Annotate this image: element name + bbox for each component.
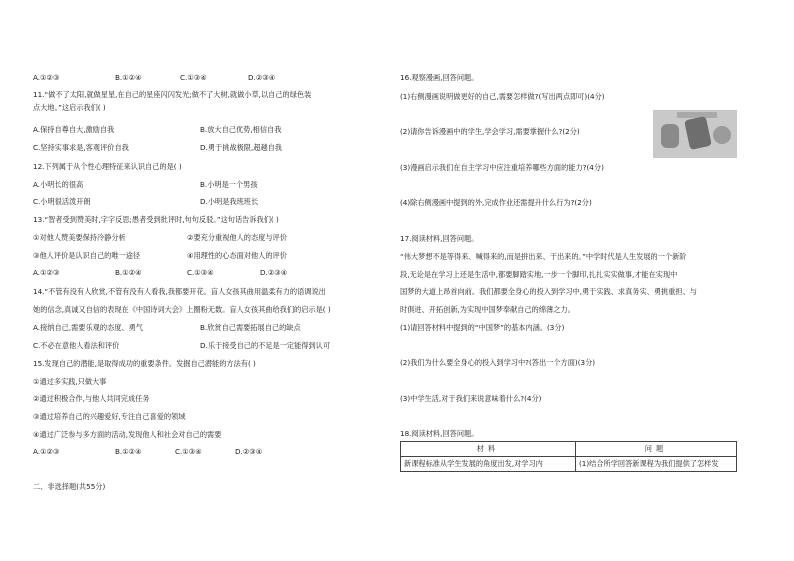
q13-option-b[interactable]: B.①②④ — [115, 268, 142, 277]
q13-stem: 13.“智者受到赞美时,字字反思;愚者受到批评时,句句反驳。”这句话告诉我们( ) — [33, 215, 279, 224]
table-cell-material: 新课程标准从学生发展的角度出发,对学习内 — [401, 457, 576, 472]
q16-sub-3: (3)漫画启示我们在自主学习中应注重培养哪些方面的能力?(4分) — [400, 163, 604, 172]
section-2-heading: 二、非选择题(共55分) — [33, 482, 106, 491]
q11-option-c[interactable]: C.坚持实事求是,客观评价自我 — [33, 143, 129, 152]
q16-stem: 16.观察漫画,回答问题。 — [400, 73, 479, 82]
q14-stem-line1: 14.“不管有没有人欣赏,不管有没有人看我,我都要开花。盲人女孩其曲用温柔有力的语调说出 — [33, 287, 326, 296]
q17-material-line4: 时俱进、开拓创新,为实现中国梦奉献自己的绵薄之力。 — [400, 305, 575, 314]
q10-option-a[interactable]: A.①②③ — [33, 73, 60, 82]
q15-option-c[interactable]: C.①③④ — [175, 447, 202, 456]
q16-sub-1: (1)右侧漫画说明做更好的自己,需要怎样做?(写出两点即可)(4分) — [400, 92, 605, 101]
q13-item-2: ②要充分重视他人的态度与评价 — [187, 233, 287, 242]
q12-option-d[interactable]: D.小明是我班班长 — [200, 197, 259, 206]
q13-item-3: ③他人评价是认识自己的唯一途径 — [33, 251, 141, 260]
q15-item-1: ①通过多实践,只做大事 — [33, 377, 107, 386]
q15-option-b[interactable]: B.①②④ — [115, 447, 142, 456]
q15-stem: 15.发现自己的潜能,是取得成功的重要条件。发掘自己潜能的方法有( ) — [33, 359, 256, 368]
q11-option-d[interactable]: D.勇于挑战极限,超越自我 — [200, 143, 282, 152]
q11-stem-line1: 11.“做不了太阳,就做星星,在自己的星座闪闪发光;做不了大树,就做小草,以自己的绿色装 — [33, 90, 312, 99]
q13-option-c[interactable]: C.①③④ — [187, 268, 214, 277]
q13-item-1: ①对他人赞美要保持冷静分析 — [33, 233, 126, 242]
q15-item-2: ②通过积极合作,与他人共同完成任务 — [33, 394, 150, 403]
q17-material-line3: 国梦的大道上昂首向前。我们都要全身心的投入到学习中,勇于实践、求真务实、勇挑重担、与 — [400, 287, 697, 296]
q10-option-c[interactable]: C.①③④ — [180, 73, 207, 82]
q13-option-a[interactable]: A.①②③ — [33, 268, 60, 277]
q12-option-c[interactable]: C.小明很活泼开朗 — [33, 197, 91, 206]
q14-option-c[interactable]: C.不必在意他人看法和评价 — [33, 341, 120, 350]
q14-option-b[interactable]: B.欣赏自己需要拓展自己的缺点 — [200, 323, 301, 332]
q12-stem: 12.下列属于从个性心理特征来认识自己的是( ) — [33, 162, 182, 171]
q14-option-d[interactable]: D.乐于接受自己的不足是一定能得到认可 — [200, 341, 331, 350]
q11-stem-line2: 点大地。”这启示我们( ) — [33, 103, 106, 112]
q10-option-b[interactable]: B.①②④ — [115, 73, 142, 82]
q13-item-4: ④用理性的心态面对他人的评价 — [187, 251, 287, 260]
q11-option-a[interactable]: A.保持自尊自大,激励自我 — [33, 125, 115, 134]
q15-option-d[interactable]: D.②③④ — [235, 447, 263, 456]
comic-illustration — [653, 110, 737, 158]
q10-option-d[interactable]: D.②③④ — [248, 73, 276, 82]
q14-stem-line2: 她的信念,真诚又自信的表现在《中国诗词大会》上圈粉无数。盲人女孩其曲给我们的启示是( ) — [33, 305, 331, 314]
q16-sub-4: (4)除右侧漫画中提到的外,完成作业还需提升什么行为?(2分) — [400, 198, 592, 207]
q15-item-3: ③通过培养自己的兴趣爱好,专注自己喜爱的领域 — [33, 412, 186, 421]
q15-option-a[interactable]: A.①②③ — [33, 447, 60, 456]
q18-stem: 18.阅读材料,回答问题。 — [400, 429, 479, 438]
q17-sub-2: (2)我们为什么要全身心的投入到学习中?(答出一个方面)(3分) — [400, 358, 596, 367]
q12-option-b[interactable]: B.小明是一个男孩 — [200, 180, 258, 189]
q16-sub-2: (2)请你告诉漫画中的学生,学会学习,需要掌握什么?(2分) — [400, 127, 580, 136]
q17-material-line1: “伟大梦想不是等得来、喊得来的,而是拼出来、干出来的。”中学时代是人生发展的一个新阶 — [400, 252, 687, 261]
q17-material-line2: 段,无论是在学习上还是生活中,都要脚踏实地,一步一个脚印,扎扎实实做事,才能在实现中 — [400, 270, 678, 279]
table-header-material: 材料 — [401, 442, 576, 457]
table-cell-question: (1)结合所学回答新课程为我们提供了怎样发 — [576, 457, 737, 472]
q17-sub-3: (3)中学生活,对于我们来说意味着什么?(4分) — [400, 394, 542, 403]
q14-option-a[interactable]: A.接纳自己,需要乐观的态度、勇气 — [33, 323, 143, 332]
q13-option-d[interactable]: D.②③④ — [260, 268, 288, 277]
q18-table — [400, 441, 737, 472]
q15-item-4: ④通过广泛参与多方面的活动,发现他人和社会对自己的需要 — [33, 430, 222, 439]
table-header-question: 问题 — [576, 442, 737, 457]
q12-option-a[interactable]: A.小明长的很高 — [33, 180, 84, 189]
q17-sub-1: (1)请回答材料中提到的“中国梦”的基本内涵。(3分) — [400, 323, 565, 332]
q11-option-b[interactable]: B.放大自己优势,相信自我 — [200, 125, 282, 134]
q17-stem: 17.阅读材料,回答问题。 — [400, 234, 479, 243]
